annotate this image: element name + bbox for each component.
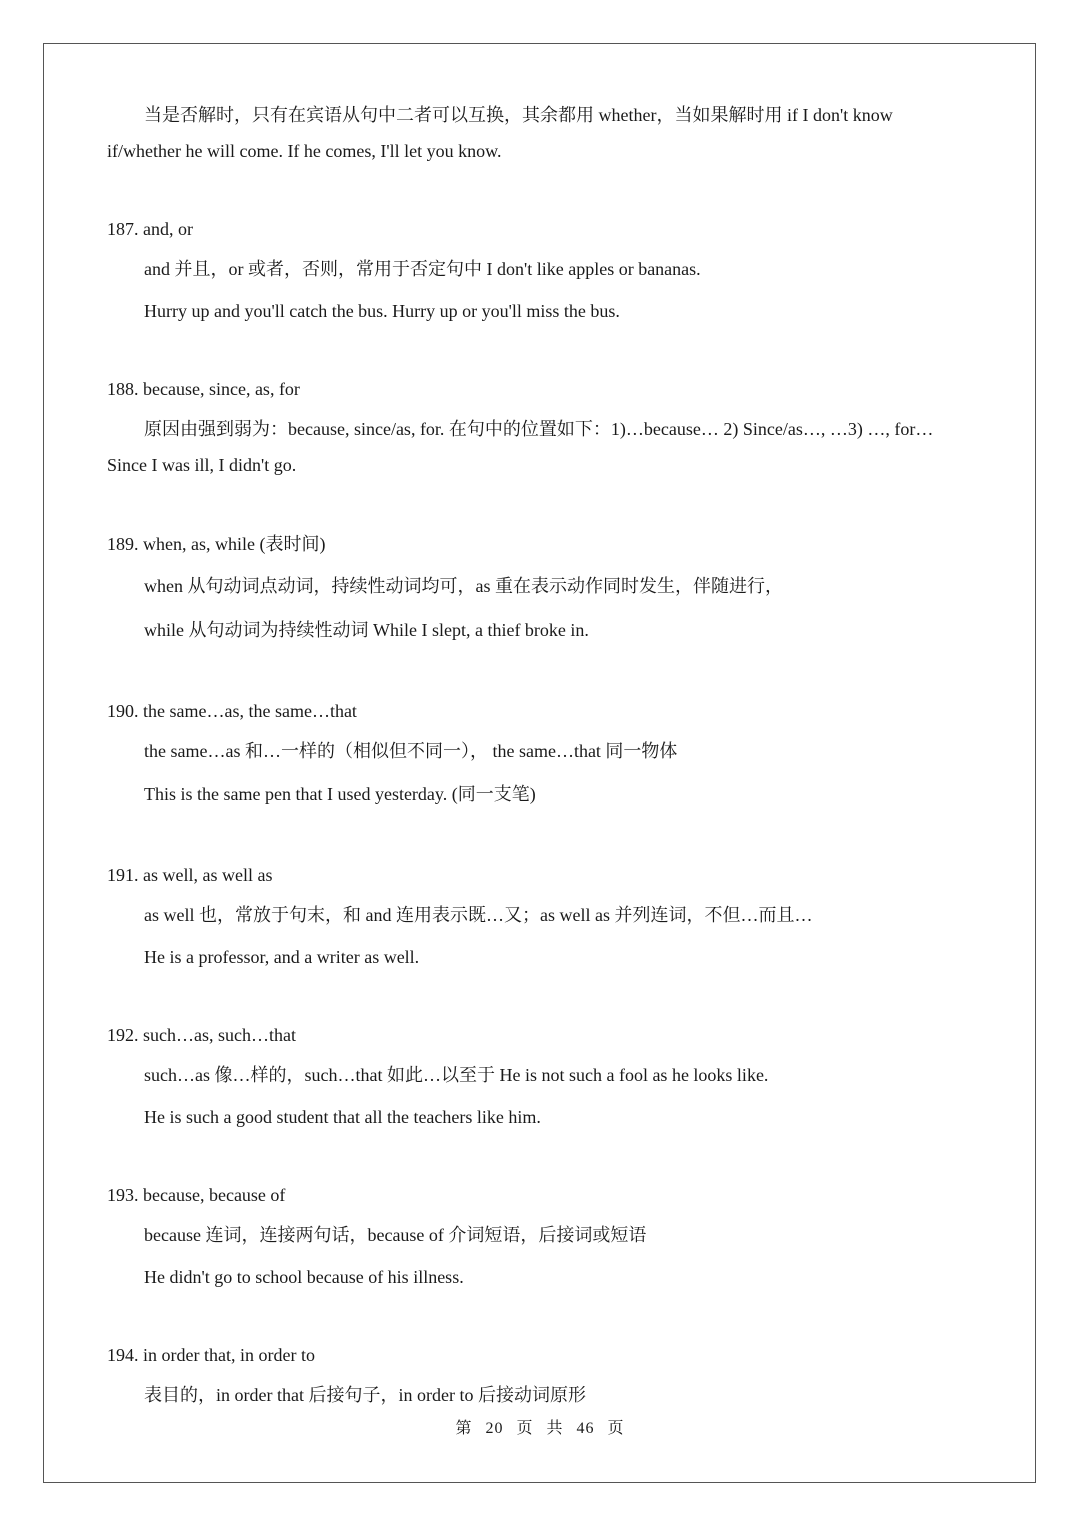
entry-187-line-2: Hurry up and you'll catch the bus. Hurry up or you'll miss the bus. [144,301,620,321]
entry-heading-194: 194. in order that, in order to [107,1345,315,1365]
entry-heading-188: 188. because, since, as, for [107,379,300,399]
footer-current-page: 20 [485,1420,504,1437]
entry-heading-187: 187. and, or [107,219,193,239]
intro-line-1: 当是否解时，只有在宾语从句中二者可以互换，其余都用 whether，当如果解时用 if I don't know [144,105,893,125]
entry-191-line-2: He is a professor, and a writer as well. [144,947,420,967]
footer-suffix: 页 [607,1420,625,1437]
entry-193-line-2: He didn't go to school because of his illness. [144,1267,464,1287]
entry-191-line-1: as well 也，常放于句末，和 and 连用表示既…又；as well as 并列连词，不但…而且… [144,905,813,925]
entry-heading-190: 190. the same…as, the same…that [107,701,357,721]
entry-190-line-2: This is the same pen that I used yesterday. (同一支笔) [144,784,536,804]
entry-188-line-1: 原因由强到弱为：because, since/as, for. 在句中的位置如下：1)…because… 2) Since/as…, …3) …, for… [144,419,934,439]
entry-190-line-1: the same…as 和…一样的（相似但不同一）， the same…that 同一物体 [144,741,678,761]
footer-total-pages: 46 [576,1420,595,1437]
page-footer [0,1418,1080,1440]
intro-line-2: if/whether he will come. If he comes, I'll let you know. [107,141,502,161]
entry-188-line-2: Since I was ill, I didn't go. [107,455,297,475]
entry-189-line-2: while 从句动词为持续性动词 While I slept, a thief broke in. [144,620,589,640]
entry-heading-193: 193. because, because of [107,1185,286,1205]
footer-page-word: 页 [516,1420,534,1437]
entry-192-line-1: such…as 像…样的，such…that 如此…以至于 He is not such a fool as he looks like. [144,1065,769,1085]
entry-heading-189: 189. when, as, while (表时间) [107,534,326,554]
entry-194-line-1: 表目的，in order that 后接句子，in order to 后接动词原形 [144,1385,586,1405]
entry-192-line-2: He is such a good student that all the teachers like him. [144,1107,541,1127]
entry-heading-192: 192. such…as, such…that [107,1025,296,1045]
footer-prefix: 第 [455,1420,473,1437]
footer-total-word: 共 [546,1420,564,1437]
entry-187-line-1: and 并且，or 或者，否则，常用于否定句中 I don't like apples or bananas. [144,259,701,279]
entry-heading-191: 191. as well, as well as [107,865,273,885]
entry-193-line-1: because 连词，连接两句话，because of 介词短语，后接词或短语 [144,1225,647,1245]
entry-189-line-1: when 从句动词点动词，持续性动词均可，as 重在表示动作同时发生，伴随进行， [144,576,783,596]
